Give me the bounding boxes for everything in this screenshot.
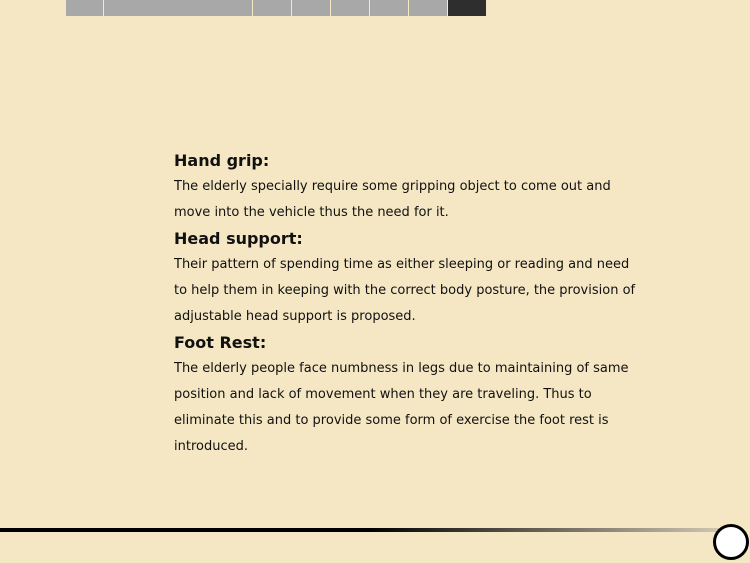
head-support-heading: Head support:	[174, 229, 303, 248]
footer-divider	[0, 528, 735, 532]
progress-segment-6[interactable]	[370, 0, 409, 16]
hand-grip-text: The elderly specially require some gripping object to come out and move into the vehicle thus the need for it.	[174, 179, 611, 220]
progress-segment-7[interactable]	[409, 0, 448, 16]
slide-progress-strip	[66, 0, 486, 16]
slide-body	[174, 148, 644, 460]
progress-segment-1[interactable]	[66, 0, 104, 16]
head-support-text: Their pattern of spending time as either sleeping or reading and need to help them in keeping with the correct body posture, the provision of adjustable head support is proposed.	[174, 257, 636, 324]
foot-rest-text: The elderly people face numbness in legs due to maintaining of same position and lack of movement when they are traveling. Thus to eliminate this and to provide some form of exercise the foot rest is introduced.	[174, 361, 629, 454]
progress-segment-current[interactable]	[448, 0, 486, 16]
foot-rest-heading: Foot Rest:	[174, 333, 267, 352]
progress-segment-4[interactable]	[292, 0, 331, 16]
progress-segment-2[interactable]	[104, 0, 253, 16]
progress-segment-5[interactable]	[331, 0, 370, 16]
progress-segment-3[interactable]	[253, 0, 292, 16]
circle-nav-button[interactable]	[713, 524, 749, 560]
hand-grip-heading: Hand grip:	[174, 151, 270, 170]
